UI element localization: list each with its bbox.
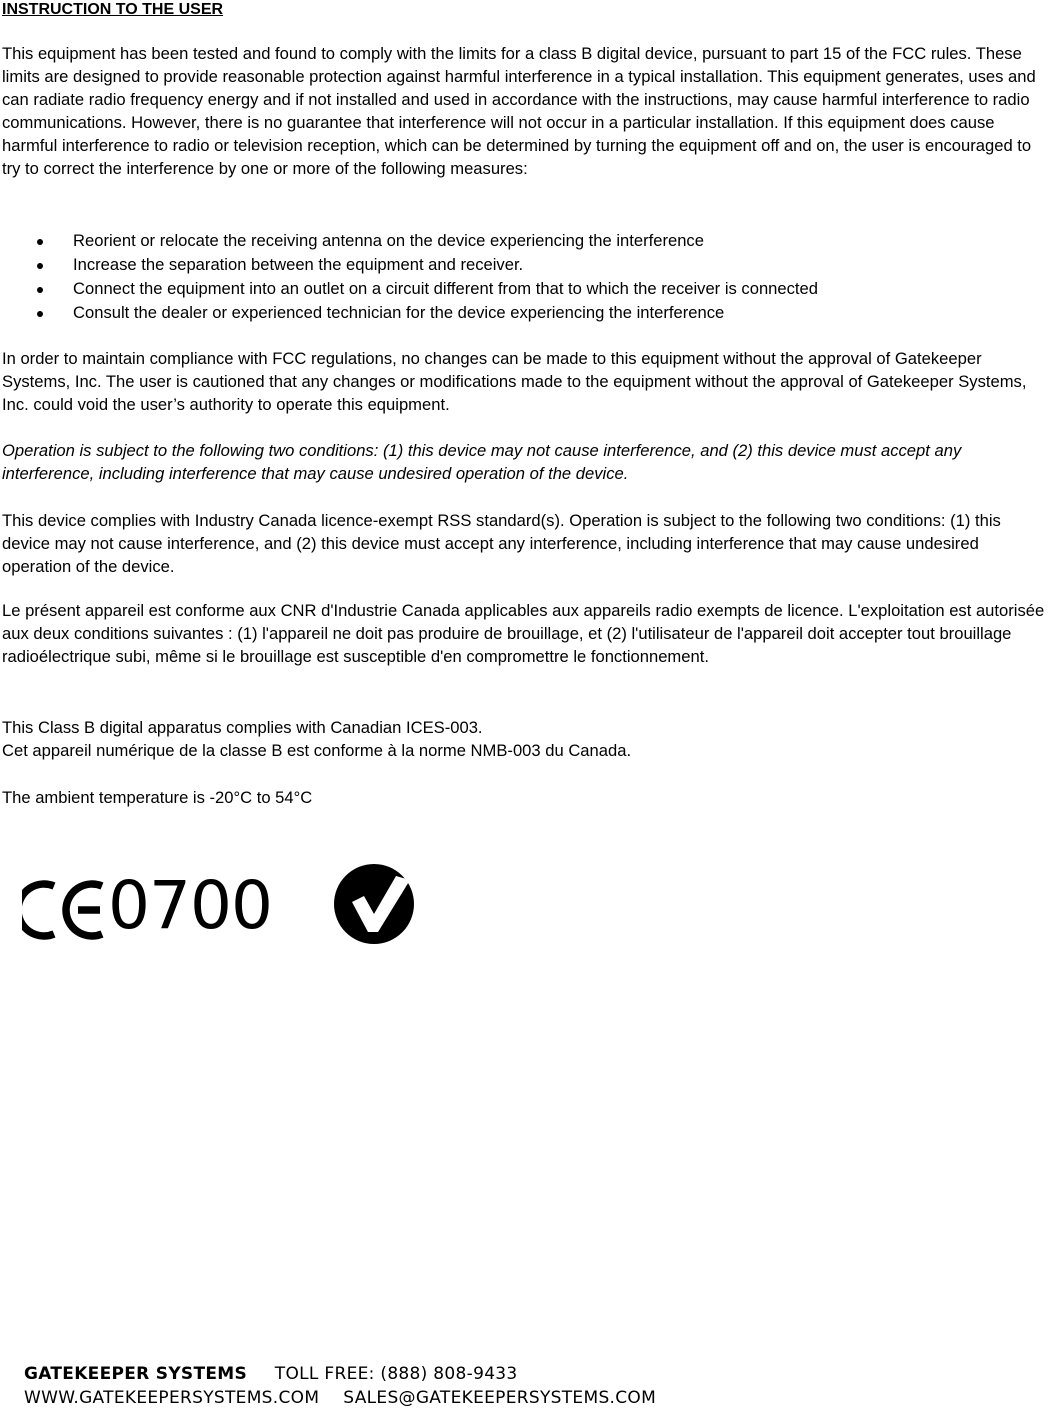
bullet-icon (37, 287, 43, 293)
company-name: GATEKEEPER SYSTEMS (24, 1364, 248, 1384)
industry-canada-paragraph: This device complies with Industry Canada licence-exempt RSS standard(s). Operation is subject to the following two conditions: (1) this device may not cause interference, and (2) this device must accept any interference, including interference that may cause undesired operation of the device. (2, 511, 1001, 576)
operation-conditions-paragraph: Operation is subject to the following two conditions: (1) this device may not cause interference, and (2) this device must accept any interference, including interference that may cause undesired operation of the device. (2, 441, 962, 483)
notified-body-number: 0700 (108, 867, 272, 944)
ices-statement: This Class B digital apparatus complies with Canadian ICES-003. (2, 718, 483, 737)
fcc-intro-paragraph: This equipment has been tested and found to comply with the limits for a class B digital device, pursuant to part 15 of the FCC rules. These limits are designed to provide reasonable protection against harmful interference in a typical installation. This equipment generates, uses and can radiate radio frequency energy and if not installed and used in accordance with the instructions, may cause harmful interference to radio communications. However, there is no guarantee that interference will not occur in a particular installation. If this equipment does cause harmful interference to radio or television reception, which can be determined by turning the equipment off and on, the user is encouraged to try to correct the interference by one or more of the following measures: (2, 44, 1036, 178)
french-paragraph: Le présent appareil est conforme aux CNR d'Industrie Canada applicables aux appareils radio exempts de licence. L'exploitation est autorisée aux deux conditions suivantes : (1) l'appareil ne doit pas produire de brouillage, et (2) l'utilisateur de l'appareil doit accepter tout brouillage radioélectrique subi, même si le brouillage est susceptible d'en compromettre le fonctionnement. (2, 601, 1045, 666)
footer-row (24, 1387, 656, 1411)
footer (24, 1363, 656, 1411)
nmb-statement: Cet appareil numérique de la classe B est conforme à la norme NMB-003 du Canada. (2, 741, 632, 760)
ce-mark-icon (22, 862, 112, 952)
c-tick-icon (330, 862, 420, 952)
temperature-statement: The ambient temperature is -20°C to 54°C (2, 788, 313, 807)
list-item-text: Reorient or relocate the receiving antenna on the device experiencing the interference (73, 231, 704, 250)
certification-marks (22, 862, 422, 952)
list-item-text: Increase the separation between the equipment and receiver. (73, 255, 524, 274)
toll-free-number: TOLL FREE: (888) 808-9433 (274, 1364, 518, 1384)
email-link[interactable]: SALES@GATEKEEPERSYSTEMS.COM (343, 1388, 657, 1408)
list-item-text: Consult the dealer or experienced technician for the device experiencing the interference (73, 303, 725, 322)
page-title: INSTRUCTION TO THE USER (2, 1, 224, 18)
footer-row (24, 1363, 656, 1387)
bullet-icon (37, 239, 43, 245)
compliance-paragraph: In order to maintain compliance with FCC regulations, no changes can be made to this equipment without the approval of Gatekeeper Systems, Inc. The user is cautioned that any changes or modifications made to the equipment without the approval of Gatekeeper Systems, Inc. could void the user’s authority to operate this equipment. (2, 349, 1027, 414)
website-link[interactable]: WWW.GATEKEEPERSYSTEMS.COM (24, 1388, 320, 1408)
bullet-icon (37, 263, 43, 269)
list-item-text: Connect the equipment into an outlet on a circuit different from that to which the receiver is connected (73, 279, 818, 298)
bullet-icon (37, 311, 43, 317)
